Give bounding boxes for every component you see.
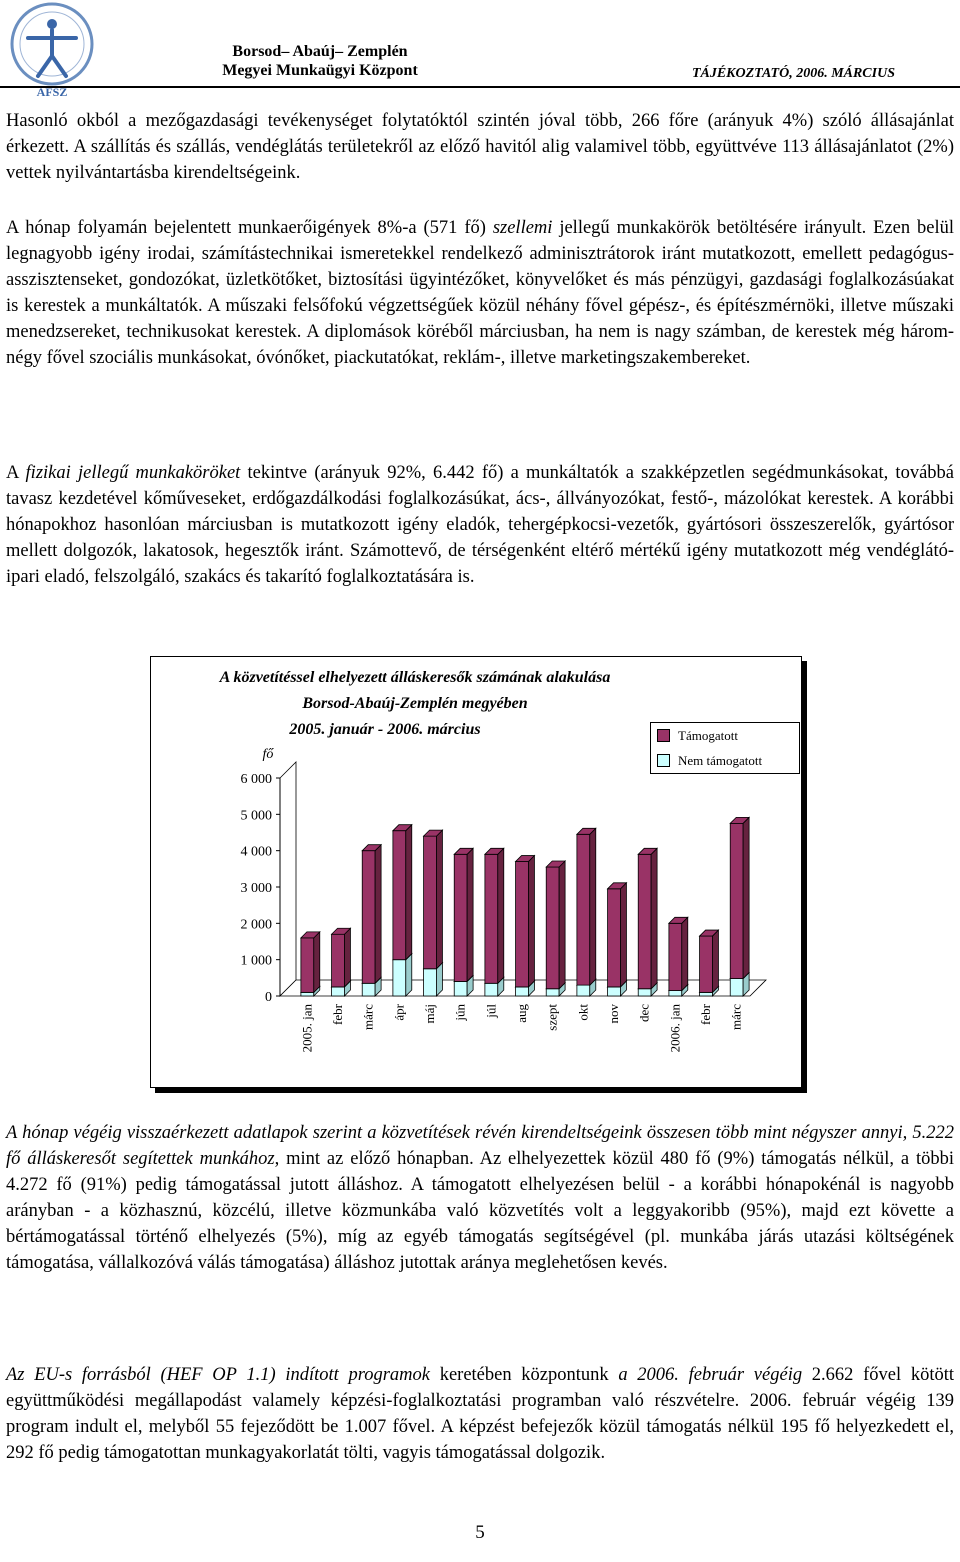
bar-supported-front: [516, 862, 529, 987]
chart-title-line3: 2005. január - 2006. március: [289, 721, 481, 738]
bar-unsupported-front: [393, 960, 406, 996]
bar-supported-front: [608, 889, 621, 987]
paragraph-2: A hónap folyamán bejelentett munkaerőigények 8%-a (571 fő) szellemi jellegű munkakörök betöltésére irányult. Ezen belül legnagyobb igény irodai, számítástechnikai ismeretekkel rendelkező adminisztrátorok iránt mutatkozott, emellett pedagógus-asszisztenseket, gondozókat, üzletkötőket, biztosítási ügyintézőket, könyvelőket és más pénzügyi, gazdasági foglalkozásúakat is kerestek a munkáltatók. A műszaki felsőfokú végzettségűek közül néhány fővel gépész-, és építészmérnöki, illetve műszaki menedzsereket, technikusokat kerestek. A diplomások köréből márciusban, ha nem is nagy számban, de kerestek még három-négy fővel szociális munkásokat, óvónőket, piackutatókat, reklám-, illetve marketingszakembereket.: [6, 218, 955, 368]
y-tick-label: 5 000: [240, 808, 272, 824]
bar-supported-front: [393, 831, 406, 960]
bar-unsupported-front: [332, 987, 345, 996]
y-tick-label: 6 000: [240, 772, 272, 787]
bar-unsupported-front: [424, 969, 437, 996]
x-tick-label: márc: [728, 1004, 744, 1030]
bar-supported-side: [712, 930, 718, 992]
bar-unsupported-front: [608, 987, 621, 996]
header-report-title: TÁJÉKOZTATÓ, 2006. MÁRCIUS: [691, 66, 895, 81]
header-org-line2: Megyei Munkaügyi Központ: [222, 62, 418, 79]
page-number: 5: [475, 1522, 485, 1543]
y-tick-label: 1 000: [240, 953, 272, 969]
bar-unsupported-front: [577, 985, 590, 996]
legend-item-supported: [651, 723, 799, 748]
bar-unsupported-front: [669, 991, 682, 996]
bar-supported-side: [682, 917, 688, 990]
bar-unsupported-front: [638, 989, 651, 996]
x-tick-label: jún: [452, 1004, 468, 1021]
x-tick-label: márc: [360, 1004, 376, 1030]
header-org-line1: Borsod– Abaúj– Zemplén: [232, 43, 408, 60]
bar-supported-front: [301, 938, 314, 993]
bar-supported-front: [332, 934, 345, 987]
legend-label-unsupported: Nem támogatott: [678, 752, 763, 768]
x-tick-label: 2005. jan: [299, 1004, 315, 1053]
bar-supported-front: [577, 834, 590, 985]
bar-supported-side: [590, 828, 596, 985]
y-tick-label: 0: [265, 990, 272, 1005]
x-tick-label: 2006. jan: [667, 1004, 683, 1053]
paragraph-4: A hónap végéig visszaérkezett adatlapok szerint a közvetítések révén kirendeltségeink összesen több mint négyszer annyi, 5.222 fő álláskeresőt segítettek munkához, mint az előző hónapban. Az elhelyezettek közül 480 fő (9%) támogatás nélkül, a többi 4.272 fő (91%) pedig támogatással jutott álláshoz. A támogatott elhelyezésen belül - a korábbi hónapokénál is nagyobb arányban - a közhasznú, közcélú, illetve közmunkába való közvetítés volt a leggyakoribb (95%), majd ezt követte a bértámogatással történő elhelyezés (5%), míg az egyéb támogatás segítségével (pl. munkába járás utazási költségének támogatása, vállalkozóvá válás támogatása) álláshoz jutottak aránya meglehetősen kevés.: [6, 1123, 954, 1273]
bar-supported-front: [424, 836, 437, 969]
bar-supported-side: [467, 848, 473, 981]
bar-supported-side: [528, 856, 534, 987]
chart-title-line1: A közvetítéssel elhelyezett álláskeresők számának alakulása: [219, 669, 611, 686]
bar-unsupported-side: [406, 954, 412, 996]
legend-item-unsupported: [651, 748, 799, 773]
bar-unsupported-front: [516, 987, 529, 996]
x-tick-label: nov: [606, 1004, 621, 1024]
bar-supported-side: [743, 817, 749, 978]
x-tick-label: máj: [422, 1004, 437, 1024]
chart-legend: [650, 722, 800, 774]
x-tick-label: szept: [544, 1004, 560, 1031]
afsz-logo: [0, 0, 110, 100]
bar-supported-side: [498, 848, 504, 983]
y-tick-label: 4 000: [240, 844, 272, 860]
bar-unsupported-front: [454, 981, 467, 996]
legend-swatch-supported: [657, 729, 670, 742]
paragraph-3: A fizikai jellegű munkaköröket tekintve (arányuk 92%, 6.442 fő) a munkáltatók a szakképzetlen segédmunkásokat, továbbá tavasz kezdetével kőműveseket, erdőgazdálkodási foglalkozásúkat, ács-, állványozókat, festő-, mázolókat kerestek. A korábbi hónapokhoz hasonlóan márciusban is mutatkozott igény eladók, tehergépkocsi-vezetők, gyártósori összeszerelők, gyártósor mellett dolgozók, lakatosok, hegesztők iránt. Számottevő, de térségenként eltérő mértékű igény mutatkozott még vendéglátó-ipari eladó, felszolgáló, szakács és takarító foglalkoztatására is.: [6, 463, 954, 587]
bar-supported-front: [454, 854, 467, 981]
x-tick-label: ápr: [391, 1004, 407, 1021]
bar-supported-side: [651, 848, 657, 988]
bar-supported-side: [620, 883, 626, 987]
bar-unsupported-front: [546, 989, 559, 996]
chart-title: [180, 665, 650, 743]
bar-unsupported-front: [301, 992, 314, 996]
x-tick-label: aug: [514, 1004, 529, 1023]
paragraph-5: Az EU-s forrásból (HEF OP 1.1) indított programok keretében központunk a 2006. február végéig 2.662 fővel kötött együttműködési megállapodást valamely képzési-foglalkoztatási programban való részvételre. 2006. február végéig 139 program indult el, melyből 55 fejeződött be 1.007 fővel. A képzést befejezők közül támogatás nélkül 195 fő helyezkedett el, 292 fő pedig támogatottan munkagyakorlatát tölti, vagyis támogatással dolgozik.: [6, 1365, 954, 1463]
bar-unsupported-front: [730, 979, 743, 996]
y-axis-label: fő: [262, 747, 274, 762]
bar-supported-front: [362, 851, 375, 984]
bar-supported-side: [559, 861, 565, 989]
paragraph-1: Hasonló okból a mezőgazdasági tevékenységet folytatóktól szintén jóval több, 266 főre (arányuk 4%) szóló állásajánlat érkezett. A szállítás és szállás, vendéglátás területekről az előző havitól alig valamivel több, együttvéve 113 állásajánlatot (2%) vettek nyilvántartásba kirendeltségeink.: [6, 111, 954, 183]
legend-label-supported: Támogatott: [678, 727, 738, 743]
bar-supported-front: [730, 823, 743, 978]
svg-text:AFSZ: AFSZ: [36, 85, 68, 99]
bar-supported-front: [700, 936, 713, 992]
bar-supported-front: [485, 854, 498, 983]
y-tick-label: 3 000: [240, 881, 272, 896]
bar-supported-side: [344, 928, 350, 987]
bar-supported-front: [669, 923, 682, 990]
chart-side-wall: [280, 762, 296, 996]
x-tick-label: dec: [636, 1004, 652, 1023]
bar-supported-front: [638, 854, 651, 988]
bar-supported-side: [314, 932, 320, 993]
bar-supported-side: [375, 845, 381, 984]
x-tick-label: febr: [330, 1004, 345, 1025]
y-tick-label: 2 000: [240, 917, 272, 933]
bar-supported-side: [406, 825, 412, 960]
x-tick-label: júl: [483, 1004, 499, 1018]
bar-unsupported-front: [485, 983, 498, 996]
bar-unsupported-front: [362, 983, 375, 996]
chart-title-line2: Borsod-Abaúj-Zemplén megyében: [302, 695, 528, 712]
legend-swatch-unsupported: [657, 754, 670, 767]
bar-supported-side: [436, 830, 442, 969]
bar-unsupported-front: [700, 992, 713, 996]
x-tick-label: okt: [575, 1004, 591, 1021]
bar-supported-front: [546, 867, 559, 989]
header-organization: [190, 42, 450, 80]
x-tick-label: febr: [698, 1004, 713, 1025]
header-divider: [0, 86, 960, 88]
